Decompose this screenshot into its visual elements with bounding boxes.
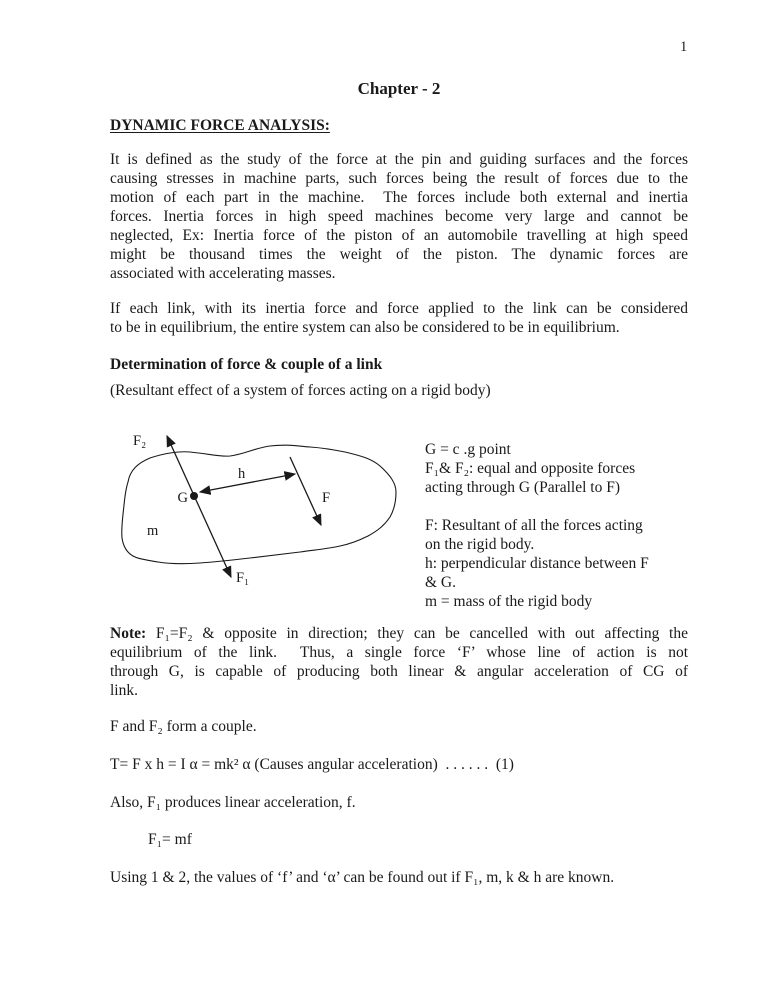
text-line: neglected, Ex: Inertia force of the piston of an automobile travelling at high speed <box>110 227 688 244</box>
equation-torque: T= F x h = I α = mk² α (Causes angular acceleration) . . . . . . (1) <box>110 756 514 773</box>
text-line: link. <box>110 682 138 699</box>
legend-line: h: perpendicular distance between F <box>425 555 649 572</box>
legend-line: on the rigid body. <box>425 536 535 553</box>
text-line <box>110 624 688 643</box>
text-line: associated with accelerating masses. <box>110 265 336 282</box>
note-paragraph <box>110 624 688 700</box>
note-label: Note: <box>110 625 147 642</box>
figure-rigid-body <box>100 425 430 610</box>
paragraph-intro <box>110 150 688 283</box>
chapter-title: Chapter - 2 <box>357 79 441 98</box>
force-line-f <box>290 457 321 525</box>
label-f: F <box>322 490 331 506</box>
text-line: causing stresses in machine parts, such forces being the result of forces due to the <box>110 170 688 187</box>
equation-f1: F₁= mf <box>148 831 192 848</box>
legend-line: G = c .g point <box>425 441 511 458</box>
h-dimension-arrow <box>200 474 295 492</box>
rigid-body-outline <box>122 445 396 564</box>
force-line-f1-f2 <box>167 436 231 577</box>
label-h: h <box>238 466 246 482</box>
label-f2: F₂ <box>133 433 147 449</box>
text-line: It is defined as the study of the force at the pin and guiding surfaces and the forces <box>110 151 688 168</box>
text-line: forces. Inertia forces in high speed machines become very large and cannot be <box>110 208 688 225</box>
statement-couple: F and F₂ form a couple. <box>110 718 257 735</box>
figure-legend <box>425 440 700 611</box>
subsection-heading: Determination of force & couple of a link <box>110 356 383 373</box>
legend-line: m = mass of the rigid body <box>425 593 593 610</box>
legend-line: F: Resultant of all the forces acting <box>425 517 643 534</box>
text-line: equilibrium of the link. Thus, a single force ‘F’ whose line of action is not <box>110 644 688 661</box>
page-number: 1 <box>680 39 688 55</box>
legend-line: acting through G (Parallel to F) <box>425 479 620 496</box>
legend-line <box>425 497 700 516</box>
label-g: G <box>177 490 188 506</box>
statement-linear-acceleration: Also, F₁ produces linear acceleration, f. <box>110 794 356 811</box>
paragraph-equilibrium <box>110 299 688 337</box>
cg-point-dot <box>190 492 198 500</box>
statement-conclusion: Using 1 & 2, the values of ‘f’ and ‘α’ can be found out if F₁, m, k & h are known. <box>110 869 615 886</box>
label-m: m <box>147 523 159 539</box>
text-line: to be in equilibrium, the entire system can also be considered to be in equilibrium. <box>110 319 620 336</box>
text-line: motion of each part in the machine. The forces include both external and inertia <box>110 189 688 206</box>
text-line: If each link, with its inertia force and force applied to the link can be considered <box>110 300 688 317</box>
legend-line: F₁& F₂: equal and opposite forces <box>425 460 636 477</box>
note-text: F₁=F₂ & opposite in direction; they can be cancelled with out affecting the <box>146 625 688 642</box>
label-f1: F₁ <box>236 570 250 586</box>
legend-line: & G. <box>425 574 456 591</box>
subsection-subheading: (Resultant effect of a system of forces acting on a rigid body) <box>110 382 491 399</box>
section-heading: DYNAMIC FORCE ANALYSIS: <box>110 117 330 134</box>
text-line: might be thousand times the weight of the piston. The dynamic forces are <box>110 246 688 263</box>
text-line: through G, is capable of producing both linear & angular acceleration of CG of <box>110 663 688 680</box>
